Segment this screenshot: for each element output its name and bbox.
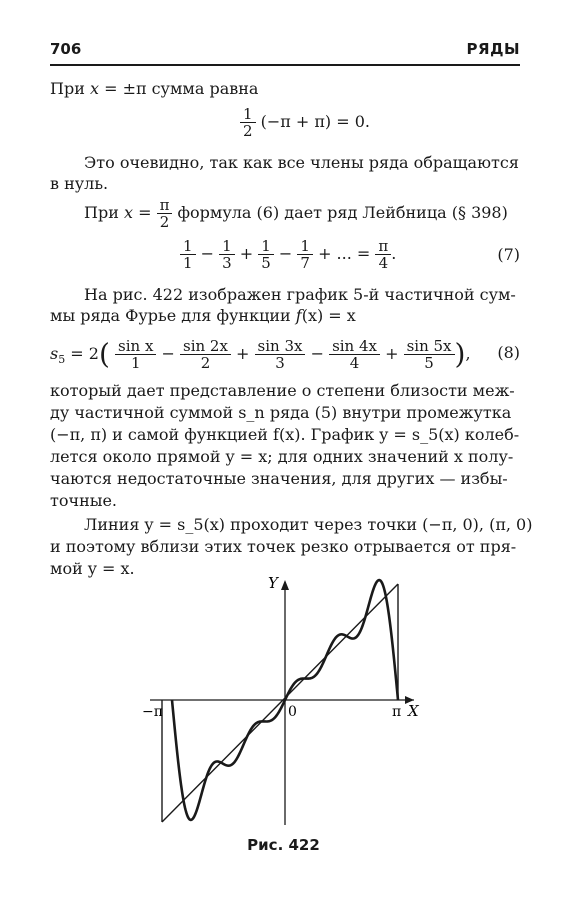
eq8-lhs: s xyxy=(50,344,59,363)
paragraph-5-line-3: (−π, π) и самой функцией f(x). График y = s_5(x) колеб- xyxy=(50,425,520,444)
paragraph-2-line-2: в нуль. xyxy=(50,174,109,193)
eq7-term-1: $\frac{1}{1}$ xyxy=(180,238,196,271)
eq8-term-5: $\frac{\sin 5x}{5}$ xyxy=(404,338,455,371)
x-label: X xyxy=(408,702,419,720)
p3-rest: формула (6) дает ряд Лейбница (§ 398) xyxy=(172,203,508,222)
eq1-fraction: $\frac{1}{2}$ xyxy=(240,106,256,139)
p4-f: f xyxy=(295,306,302,325)
eq7-tail: + ... = xyxy=(318,244,371,263)
eq8-sign: + xyxy=(236,344,250,363)
paragraph-5-line-4: лется около прямой y = x; для одних значений x полу- xyxy=(50,447,514,466)
eq8-term-3: $\frac{\sin 3x}{3}$ xyxy=(255,338,306,371)
paragraph-6-line-3: мой y = x. xyxy=(50,559,135,578)
line-y-equals-x xyxy=(162,584,398,822)
eq7-rhs: $\frac{\pi}{4}$ xyxy=(375,238,391,271)
p1-text: При xyxy=(50,79,90,98)
paragraph-6-line-2: и поэтому вблизи этих точек резко отрывается от пря- xyxy=(50,537,517,556)
eq7-term-2: $\frac{1}{3}$ xyxy=(219,238,235,271)
minus-pi-label: −π xyxy=(142,704,163,720)
eq8-lhs-sub: 5 xyxy=(58,353,66,367)
p3-fraction: $\frac{\pi}{2}$ xyxy=(157,197,173,230)
eq8-paren-open: ( xyxy=(98,337,110,371)
eq7-term-3: $\frac{1}{5}$ xyxy=(258,238,274,271)
paragraph-2-line-1: Это очевидно, так как все члены ряда обращаются xyxy=(84,153,519,172)
paragraph-5-line-1: который дает представление о степени близости меж- xyxy=(50,381,515,400)
p1-text-2: = ±π сумма равна xyxy=(98,79,259,98)
page-number: 706 xyxy=(50,40,82,58)
p4-text: мы ряда Фурье для функции xyxy=(50,306,296,325)
eq7-sign: + xyxy=(239,244,254,263)
paragraph-6-line-1: Линия y = s_5(x) проходит через точки (−π, 0), (π, 0) xyxy=(84,515,533,534)
eq8-term-4: $\frac{\sin 4x}{4}$ xyxy=(329,338,380,371)
eq8-term-1: $\frac{\text{sin x}}{1}$ xyxy=(115,338,156,371)
paragraph-4-line-1: На рис. 422 изображен график 5-й частичной сум- xyxy=(84,285,516,304)
figure-caption: Рис. 422 xyxy=(247,836,320,854)
p3-eq: = xyxy=(132,203,157,222)
origin-label: 0 xyxy=(288,704,297,720)
section-title: РЯДЫ xyxy=(466,40,520,58)
eq7-sign: − xyxy=(278,244,293,263)
eq8-sign: − xyxy=(310,344,324,363)
eq8-sign: − xyxy=(161,344,175,363)
eq8-body: $s_5 = 2$( $\frac{\text{sin x}}{1}$ − $\frac{\sin 2x}{2}$ + $\frac{\sin 3x}{3}$ − $\frac{\sin 4x}{4}$ + $\frac{\sin 5x}{5}$ ), xyxy=(50,337,471,372)
y-axis-arrow xyxy=(281,580,289,590)
p4-arg: (x) = x xyxy=(301,306,356,325)
eq7-sign: − xyxy=(200,244,215,263)
eq7-label: (7) xyxy=(497,245,520,264)
eq8-term-2: $\frac{\sin 2x}{2}$ xyxy=(180,338,231,371)
eq8-sign: + xyxy=(385,344,399,363)
y-label: Y xyxy=(268,574,278,592)
eq7-term-4: $\frac{1}{7}$ xyxy=(297,238,313,271)
pi-label: π xyxy=(392,704,402,720)
eq8-paren-close: ) xyxy=(454,337,466,371)
paragraph-5-line-6: точные. xyxy=(50,491,118,510)
eq7-end: . xyxy=(391,244,397,263)
p1-var: x xyxy=(89,79,99,98)
p3-pre: При xyxy=(84,203,124,222)
p3-var: x xyxy=(123,203,133,222)
eq8-eq: = 2 xyxy=(65,344,99,363)
eq1-rest: (−π + π) = 0. xyxy=(260,112,370,131)
paragraph-5-line-5: чаются недостаточные значения, для других — избы- xyxy=(50,469,508,488)
paragraph-5-line-2: ду частичной суммой s_n ряда (5) внутри промежутка xyxy=(50,403,512,422)
eq8-label: (8) xyxy=(497,343,520,362)
